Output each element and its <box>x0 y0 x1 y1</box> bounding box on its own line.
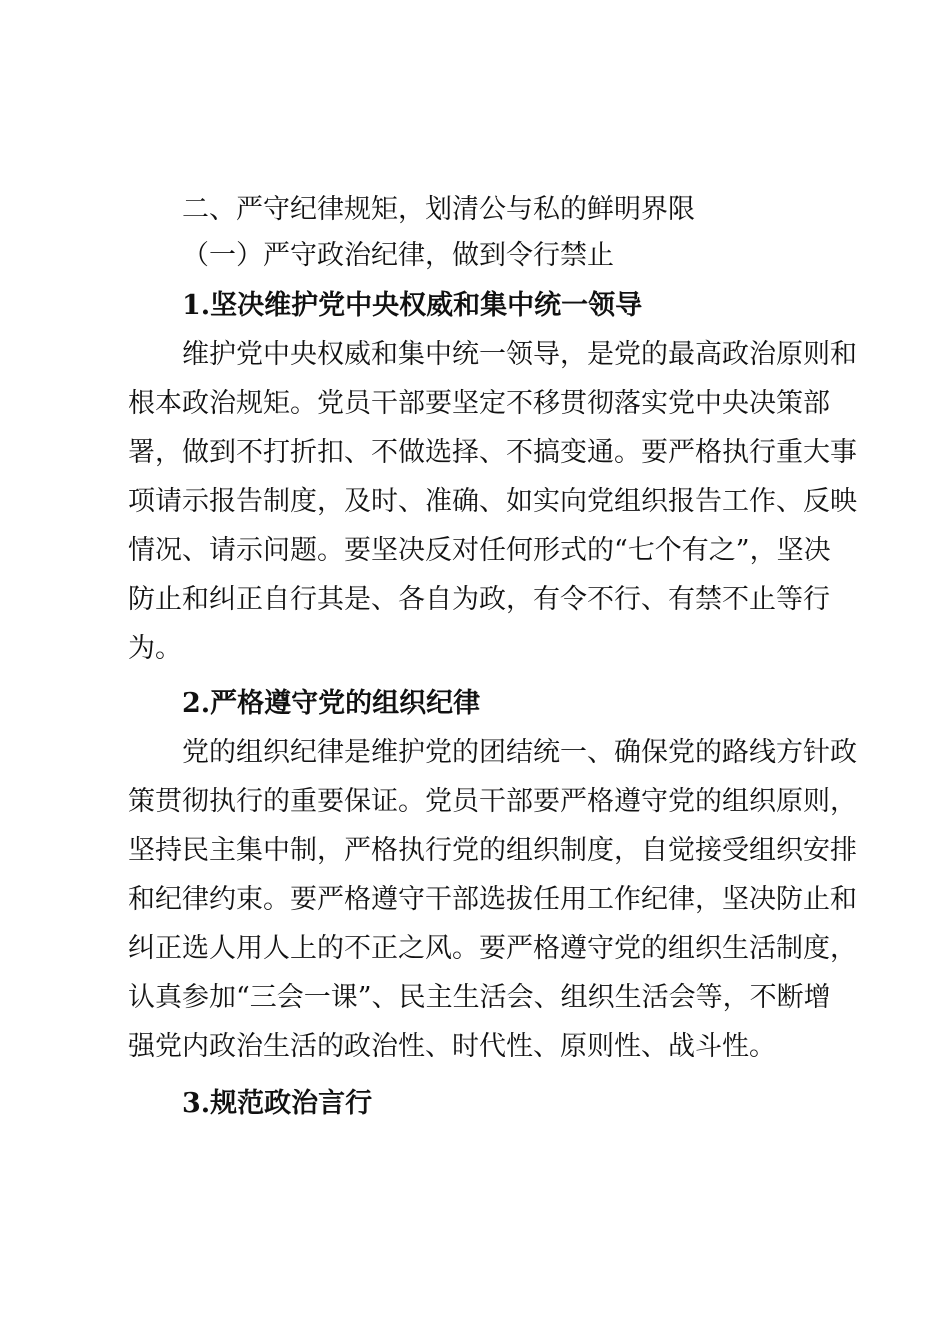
paragraph-line: 强党内政治生活的政治性、时代性、原则性、战斗性。 <box>128 1031 776 1062</box>
item3-title: 3.规范政治言行 <box>182 1088 373 1119</box>
paragraph-line: 党的组织纪律是维护党的团结统一、确保党的路线方针政 <box>182 737 857 768</box>
paragraph-line: 认真参加“三会一课”、民主生活会、组织生活会等，不断增 <box>128 982 831 1013</box>
paragraph-line: 根本政治规矩。党员干部要坚定不移贯彻落实党中央决策部 <box>128 388 830 419</box>
paragraph-line: 和纪律约束。要严格遵守干部选拔任用工作纪律，坚决防止和 <box>128 884 857 915</box>
paragraph-line: 防止和纠正自行其是、各自为政，有令不行、有禁不止等行 <box>128 584 830 615</box>
item1-title: 1.坚决维护党中央权威和集中统一领导 <box>182 290 643 321</box>
item2-title: 2.严格遵守党的组织纪律 <box>182 688 481 719</box>
item1-paragraph <box>128 330 857 673</box>
section-title: 二、严守纪律规矩，划清公与私的鲜明界限 <box>182 194 695 225</box>
item2-paragraph <box>128 728 857 1071</box>
paragraph-line: 为。 <box>128 633 182 664</box>
paragraph-line: 纠正选人用人上的不正之风。要严格遵守党的组织生活制度， <box>128 933 857 964</box>
paragraph-line: 情况、请示问题。要坚决反对任何形式的“七个有之”，坚决 <box>128 535 831 566</box>
paragraph-line: 坚持民主集中制，严格执行党的组织制度，自觉接受组织安排 <box>128 835 857 866</box>
paragraph-line: 策贯彻执行的重要保证。党员干部要严格遵守党的组织原则， <box>128 786 857 817</box>
paragraph-line: 维护党中央权威和集中统一领导，是党的最高政治原则和 <box>182 339 857 370</box>
subsection-title: （一）严守政治纪律，做到令行禁止 <box>182 240 614 271</box>
paragraph-line: 署，做到不打折扣、不做选择、不搞变通。要严格执行重大事 <box>128 437 857 468</box>
paragraph-line: 项请示报告制度，及时、准确、如实向党组织报告工作、反映 <box>128 486 857 517</box>
